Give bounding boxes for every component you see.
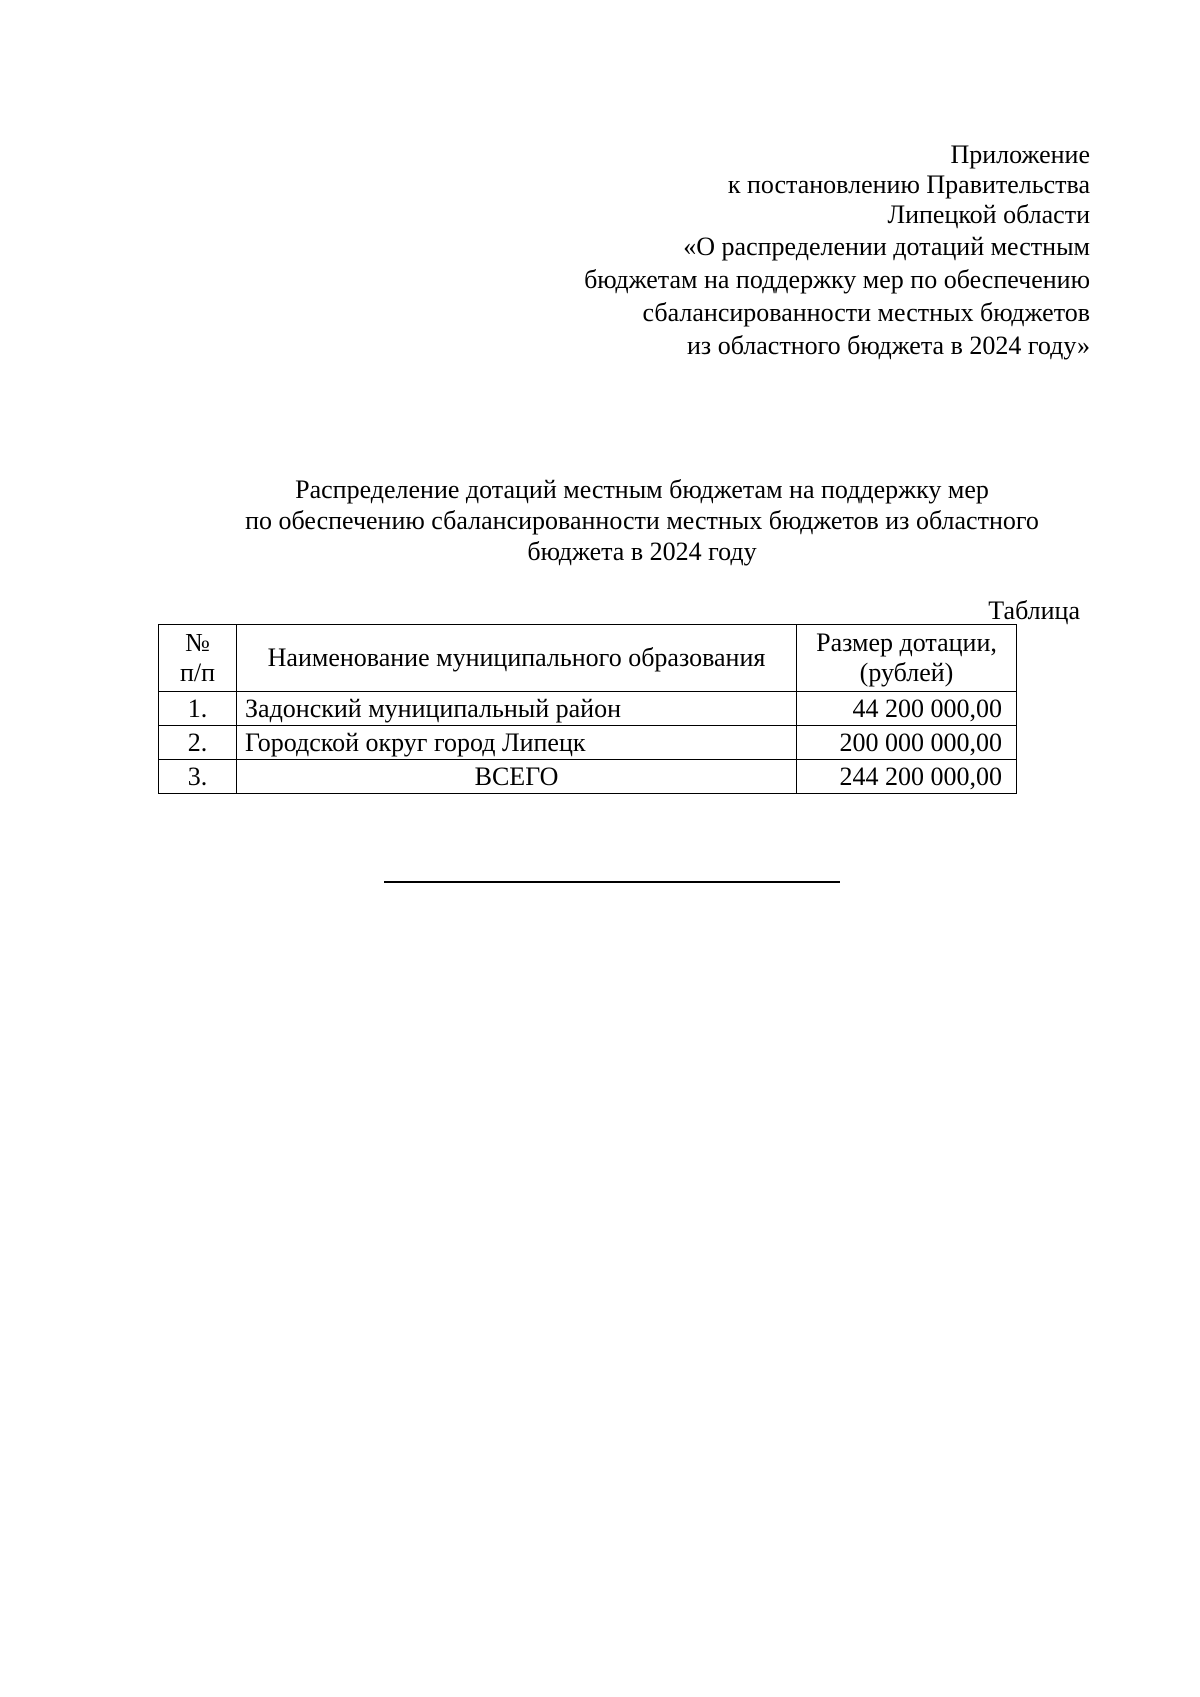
row-amount: 200 000 000,00 [797,726,1017,760]
header-name: Наименование муниципального образования [237,625,797,692]
table-header-row [159,625,1017,692]
appendix-line: бюджетам на поддержку мер по обеспечению [584,265,1090,294]
appendix-header [470,140,1090,362]
row-number: 2. [159,726,237,760]
row-name-total: ВСЕГО [237,760,797,794]
title-line: бюджета в 2024 году [527,537,757,566]
table-row [159,726,1017,760]
row-name: Городской округ город Липецк [237,726,797,760]
signature-line [384,881,840,883]
header-number-abbr: п/п [179,658,216,687]
header-amount-title: Размер дотации, [816,628,997,657]
title-line: Распределение дотаций местным бюджетам на поддержку мер [295,475,989,504]
title-line: по обеспечению сбалансированности местных бюджетов из областного [245,506,1039,535]
appendix-line: к постановлению Правительства [727,170,1090,199]
row-number: 3. [159,760,237,794]
appendix-line: из областного бюджета в 2024 году» [687,331,1090,360]
appendix-line: Липецкой области [887,200,1090,229]
header-amount [797,625,1017,692]
table-row [159,692,1017,726]
appendix-line: сбалансированности местных бюджетов [642,298,1090,327]
document-title [100,474,1184,567]
row-amount-total: 244 200 000,00 [797,760,1017,794]
header-amount-unit: (рублей) [859,658,954,687]
table-label: Таблица [988,596,1080,625]
header-number-symbol: № [185,628,210,657]
table-total-row [159,760,1017,794]
appendix-line: Приложение [950,140,1090,169]
appendix-line: «О распределении дотаций местным [683,232,1090,261]
row-name: Задонский муниципальный район [237,692,797,726]
subsidy-table [158,624,1017,794]
header-number [159,625,237,692]
row-amount: 44 200 000,00 [797,692,1017,726]
row-number: 1. [159,692,237,726]
